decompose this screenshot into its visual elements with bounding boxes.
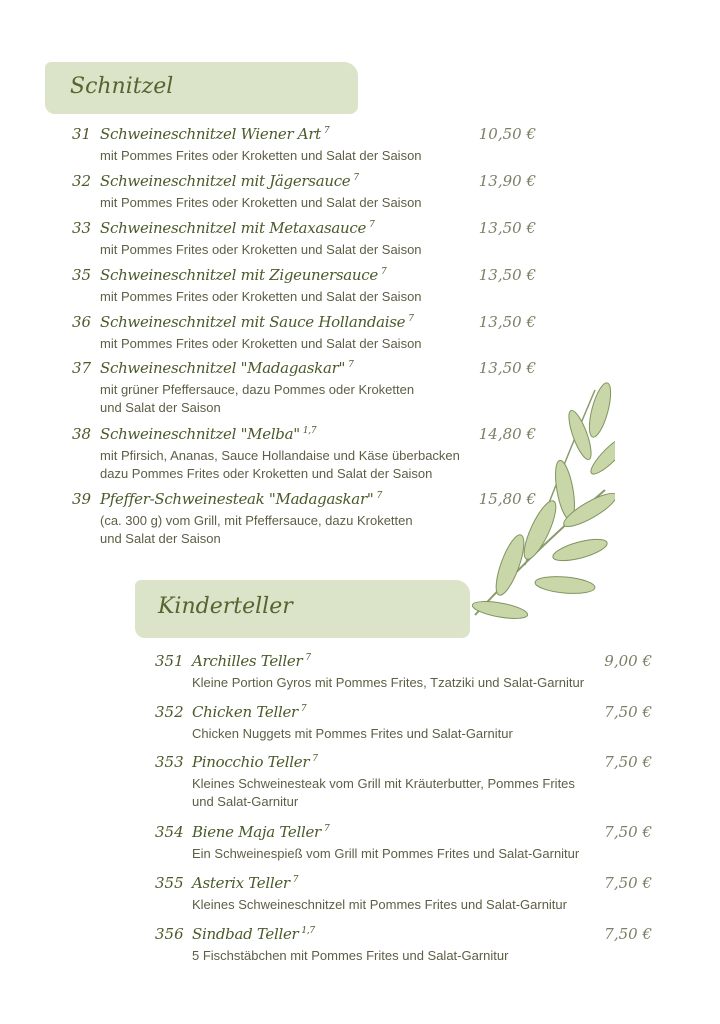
allergen-codes: 7 bbox=[408, 314, 414, 324]
item-price: 7,50 € bbox=[604, 703, 652, 721]
item-price: 13,50 € bbox=[478, 359, 536, 377]
item-name bbox=[100, 219, 375, 237]
item-description bbox=[100, 147, 570, 165]
allergen-codes: 7 bbox=[292, 875, 299, 885]
item-name-text: Pinocchio Teller bbox=[192, 753, 310, 771]
item-number: 355 bbox=[155, 874, 184, 892]
item-name bbox=[100, 425, 316, 443]
item-description bbox=[100, 512, 570, 548]
allergen-codes: 7 bbox=[300, 704, 307, 714]
item-name-text: Schweineschnitzel mit Zigeunersauce bbox=[100, 266, 378, 284]
description-line: (ca. 300 g) vom Grill, mit Pfeffersauce, dazu Kroketten bbox=[100, 513, 413, 528]
item-name-text: Sindbad Teller bbox=[192, 925, 299, 943]
allergen-codes: 1,7 bbox=[301, 926, 315, 936]
item-description bbox=[192, 845, 692, 863]
menu-item bbox=[72, 490, 536, 550]
allergen-codes: 7 bbox=[369, 220, 375, 230]
menu-item bbox=[155, 925, 652, 985]
item-name bbox=[192, 753, 318, 771]
description-line: Ein Schweinespieß vom Grill mit Pommes Frites und Salat-Garnitur bbox=[192, 846, 580, 861]
item-name bbox=[100, 490, 382, 508]
item-description bbox=[192, 896, 692, 914]
item-price: 7,50 € bbox=[604, 874, 652, 892]
item-description bbox=[100, 194, 570, 212]
item-price: 15,80 € bbox=[478, 490, 536, 508]
item-name-text: Schweineschnitzel mit Jägersauce bbox=[100, 172, 351, 190]
allergen-codes: 7 bbox=[348, 360, 354, 370]
item-description bbox=[100, 447, 570, 483]
item-price: 13,50 € bbox=[478, 313, 536, 331]
item-name bbox=[100, 125, 329, 143]
item-price: 10,50 € bbox=[478, 125, 536, 143]
item-name-text: Asterix Teller bbox=[192, 874, 290, 892]
allergen-codes: 7 bbox=[312, 754, 318, 764]
allergen-codes: 7 bbox=[376, 491, 382, 501]
menu-item bbox=[72, 359, 536, 419]
description-line: mit Pommes Frites oder Kroketten und Salat der Saison bbox=[100, 242, 422, 257]
item-name bbox=[192, 925, 315, 943]
item-name bbox=[100, 266, 386, 284]
item-description bbox=[100, 288, 570, 306]
item-price: 13,50 € bbox=[478, 219, 536, 237]
description-line: dazu Pommes Frites oder Kroketten und Salat der Saison bbox=[100, 466, 433, 481]
description-line: mit Pfirsich, Ananas, Sauce Hollandaise und Käse überbacken bbox=[100, 448, 460, 463]
item-description bbox=[192, 947, 692, 965]
item-price: 13,90 € bbox=[478, 172, 536, 190]
description-line: Kleines Schweinesteak vom Grill mit Kräuterbutter, Pommes Frites bbox=[192, 776, 575, 791]
item-name-text: Schweineschnitzel "Madagaskar" bbox=[100, 359, 346, 377]
item-number: 351 bbox=[155, 652, 184, 670]
item-price: 7,50 € bbox=[604, 823, 652, 841]
allergen-codes: 7 bbox=[380, 267, 387, 277]
allergen-codes: 7 bbox=[323, 126, 330, 136]
allergen-codes: 7 bbox=[353, 173, 359, 183]
description-line: und Salat der Saison bbox=[100, 531, 221, 546]
item-description bbox=[100, 381, 570, 417]
item-name-text: Archilles Teller bbox=[192, 652, 303, 670]
item-number: 352 bbox=[155, 703, 184, 721]
description-line: und Salat der Saison bbox=[100, 400, 221, 415]
menu-item bbox=[155, 753, 652, 813]
item-number: 38 bbox=[72, 425, 92, 443]
item-name-text: Schweineschnitzel "Melba" bbox=[100, 425, 300, 443]
item-name bbox=[192, 652, 311, 670]
item-name-text: Schweineschnitzel Wiener Art bbox=[100, 125, 321, 143]
item-name-text: Schweineschnitzel mit Metaxasauce bbox=[100, 219, 367, 237]
item-name bbox=[192, 874, 298, 892]
item-name-text: Biene Maja Teller bbox=[192, 823, 321, 841]
allergen-codes: 1,7 bbox=[302, 426, 317, 436]
item-price: 13,50 € bbox=[478, 266, 536, 284]
item-name-text: Schweineschnitzel mit Sauce Hollandaise bbox=[100, 313, 406, 331]
item-description bbox=[192, 674, 692, 692]
item-number: 36 bbox=[72, 313, 92, 331]
description-line: und Salat-Garnitur bbox=[192, 794, 299, 809]
item-price: 7,50 € bbox=[604, 925, 652, 943]
allergen-codes: 7 bbox=[305, 653, 311, 663]
item-number: 32 bbox=[72, 172, 92, 190]
item-name bbox=[100, 359, 354, 377]
description-line: mit Pommes Frites oder Kroketten und Salat der Saison bbox=[100, 289, 422, 304]
item-number: 353 bbox=[155, 753, 184, 771]
item-name bbox=[192, 703, 306, 721]
section-title-schnitzel: Schnitzel bbox=[70, 74, 174, 99]
item-number: 31 bbox=[72, 125, 92, 143]
item-name-text: Pfeffer-Schweinesteak "Madagaskar" bbox=[100, 490, 374, 508]
item-description bbox=[192, 725, 692, 743]
description-line: 5 Fischstäbchen mit Pommes Frites und Salat-Garnitur bbox=[192, 948, 509, 963]
description-line: mit grüner Pfeffersauce, dazu Pommes oder Kroketten bbox=[100, 382, 415, 397]
item-name bbox=[192, 823, 329, 841]
item-number: 356 bbox=[155, 925, 184, 943]
item-number: 39 bbox=[72, 490, 92, 508]
item-description bbox=[100, 335, 570, 353]
item-price: 14,80 € bbox=[478, 425, 536, 443]
allergen-codes: 7 bbox=[323, 824, 330, 834]
item-number: 354 bbox=[155, 823, 184, 841]
item-description bbox=[192, 775, 692, 811]
description-line: Kleines Schweineschnitzel mit Pommes Frites und Salat-Garnitur bbox=[192, 897, 567, 912]
menu-item bbox=[72, 425, 536, 485]
description-line: mit Pommes Frites oder Kroketten und Salat der Saison bbox=[100, 148, 422, 163]
description-line: mit Pommes Frites oder Kroketten und Salat der Saison bbox=[100, 336, 422, 351]
item-number: 35 bbox=[72, 266, 92, 284]
item-name bbox=[100, 313, 414, 331]
item-number: 37 bbox=[72, 359, 92, 377]
item-name bbox=[100, 172, 359, 190]
description-line: Kleine Portion Gyros mit Pommes Frites, Tzatziki und Salat-Garnitur bbox=[192, 675, 585, 690]
description-line: mit Pommes Frites oder Kroketten und Salat der Saison bbox=[100, 195, 422, 210]
section-title-kinderteller: Kinderteller bbox=[158, 594, 293, 619]
item-name-text: Chicken Teller bbox=[192, 703, 298, 721]
item-number: 33 bbox=[72, 219, 92, 237]
item-description bbox=[100, 241, 570, 259]
description-line: Chicken Nuggets mit Pommes Frites und Salat-Garnitur bbox=[192, 726, 513, 741]
item-price: 9,00 € bbox=[604, 652, 652, 670]
item-price: 7,50 € bbox=[604, 753, 652, 771]
